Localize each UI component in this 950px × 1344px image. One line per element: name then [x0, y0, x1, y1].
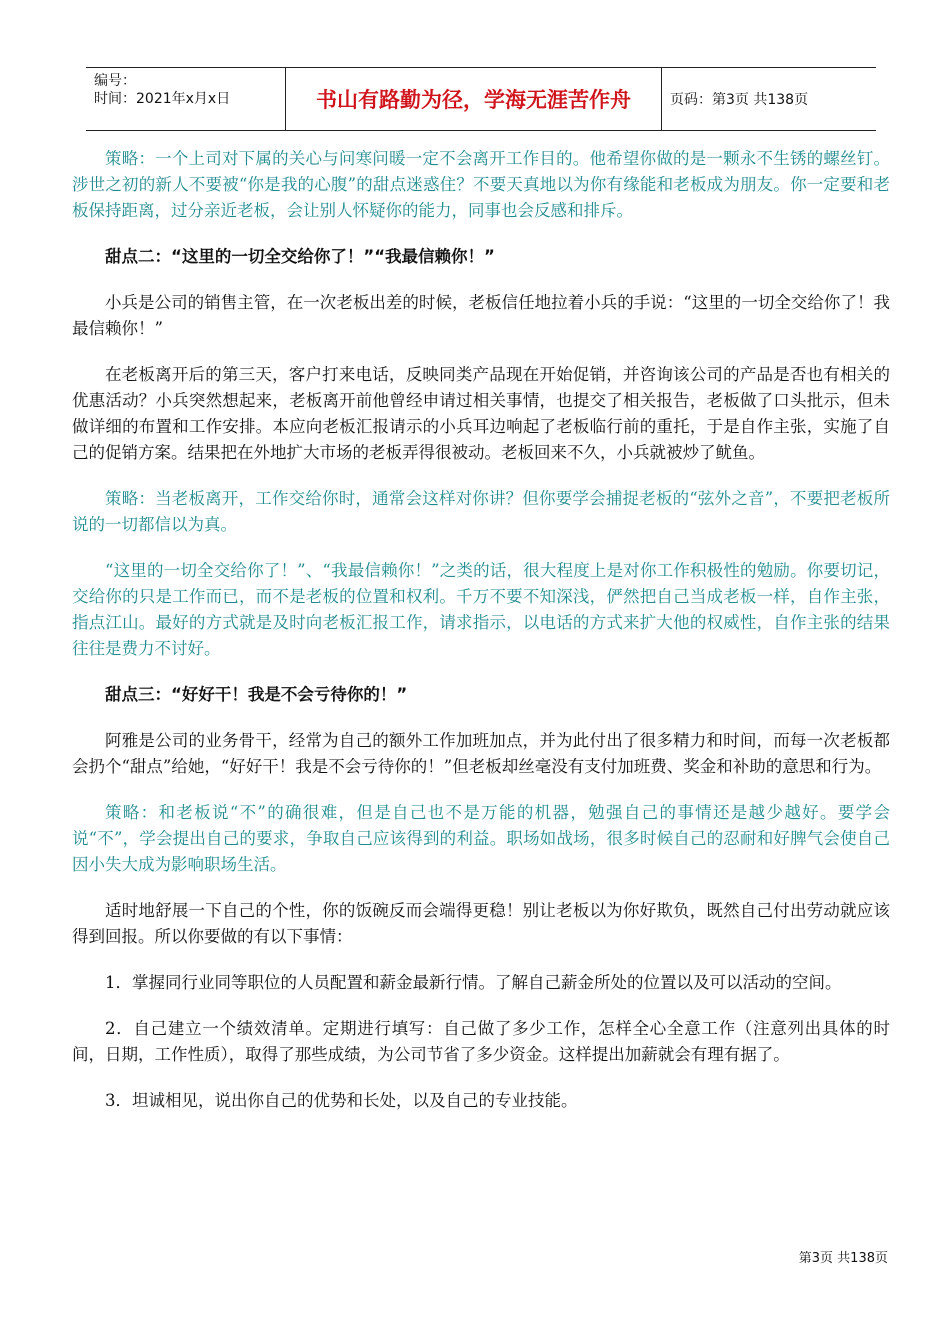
strategy-paragraph: 策略：一个上司对下属的关心与问寒问暖一定不会离开工作目的。他希望你做的是一颗永不生锈的螺丝钉。涉世之初的新人不要被“你是我的心腹”的甜点迷惑住？不要天真地以为你有缘能和老板成为朋友。你一定要和老板保持距离，过分亲近老板，会让别人怀疑你的能力，同事也会反感和排斥。 — [72, 149, 890, 220]
header-meta — [86, 68, 286, 130]
date-label: 时间：2021年x月x日 — [94, 91, 231, 107]
list-item-3: 3．坦诚相见，说出你自己的优势和长处，以及自己的专业技能。 — [105, 1091, 578, 1110]
body-paragraph: 阿雅是公司的业务骨干，经常为自己的额外工作加班加点，并为此付出了很多精力和时间，而每一次老板都会扔个“甜点”给她，“好好干！我是不会亏待你的！”但老板却丝毫没有支付加班费、奖金和补助的意思和行为。 — [72, 731, 890, 776]
code-label: 编号： — [94, 73, 136, 89]
section-heading-2: 甜点二：“这里的一切全交给你了！”“我最信赖你！” — [105, 247, 495, 266]
document-body — [72, 146, 890, 1134]
strategy-paragraph: 策略：和老板说“不”的确很难，但是自己也不是万能的机器，勉强自己的事情还是越少越好。要学会说“不”，学会提出自己的要求，争取自己应该得到的利益。职场如战场，很多时候自己的忍耐和好脾气会使自己因小失大成为影响职场生活。 — [72, 803, 890, 874]
header-page-number: 页码：第3页 共138页 — [670, 92, 809, 108]
section-heading-3: 甜点三：“好好干！我是不会亏待你的！” — [105, 685, 408, 704]
body-paragraph: 在老板离开后的第三天，客户打来电话，反映同类产品现在开始促销，并咨询该公司的产品是否也有相关的优惠活动？小兵突然想起来，老板离开前他曾经申请过相关事情，也提交了相关报告，老板做了口头批示，但未做详细的布置和工作安排。本应向老板汇报请示的小兵耳边响起了老板临行前的重托，于是自作主张，实施了自己的促销方案。结果把在外地扩大市场的老板弄得很被动。老板回来不久，小兵就被炒了鱿鱼。 — [72, 365, 890, 462]
list-item-1: 1．掌握同行业同等职位的人员配置和薪金最新行情。了解自己薪金所处的位置以及可以活动的空间。 — [105, 973, 842, 992]
strategy-paragraph: “这里的一切全交给你了！”、“我最信赖你！”之类的话，很大程度上是对你工作积极性的勉励。你要切记，交给你的只是工作而已，而不是老板的位置和权利。千万不要不知深浅，俨然把自己当成老板一样，自作主张，指点江山。最好的方式就是及时向老板汇报工作，请求指示，以电话的方式来扩大他的权威性，自作主张的结果往往是费力不讨好。 — [72, 561, 890, 658]
page-footer: 第3页 共138页 — [798, 1251, 888, 1266]
page-header — [86, 67, 876, 131]
body-paragraph: 小兵是公司的销售主管，在一次老板出差的时候，老板信任地拉着小兵的手说：“这里的一切全交给你了！我最信赖你！” — [72, 293, 890, 338]
list-item-2: 2．自己建立一个绩效清单。定期进行填写：自己做了多少工作，怎样全心全意工作（注意列出具体的时间，日期，工作性质），取得了那些成绩，为公司节省了多少资金。这样提出加薪就会有理有据了。 — [72, 1019, 890, 1064]
strategy-paragraph: 策略：当老板离开，工作交给你时，通常会这样对你讲？但你要学会捕捉老板的“弦外之音”，不要把老板所说的一切都信以为真。 — [72, 489, 890, 534]
header-motto: 书山有路勤为径，学海无涯苦作舟 — [286, 68, 662, 130]
body-paragraph: 适时地舒展一下自己的个性，你的饭碗反而会端得更稳！别让老板以为你好欺负，既然自己付出劳动就应该得到回报。所以你要做的有以下事情： — [72, 901, 890, 946]
